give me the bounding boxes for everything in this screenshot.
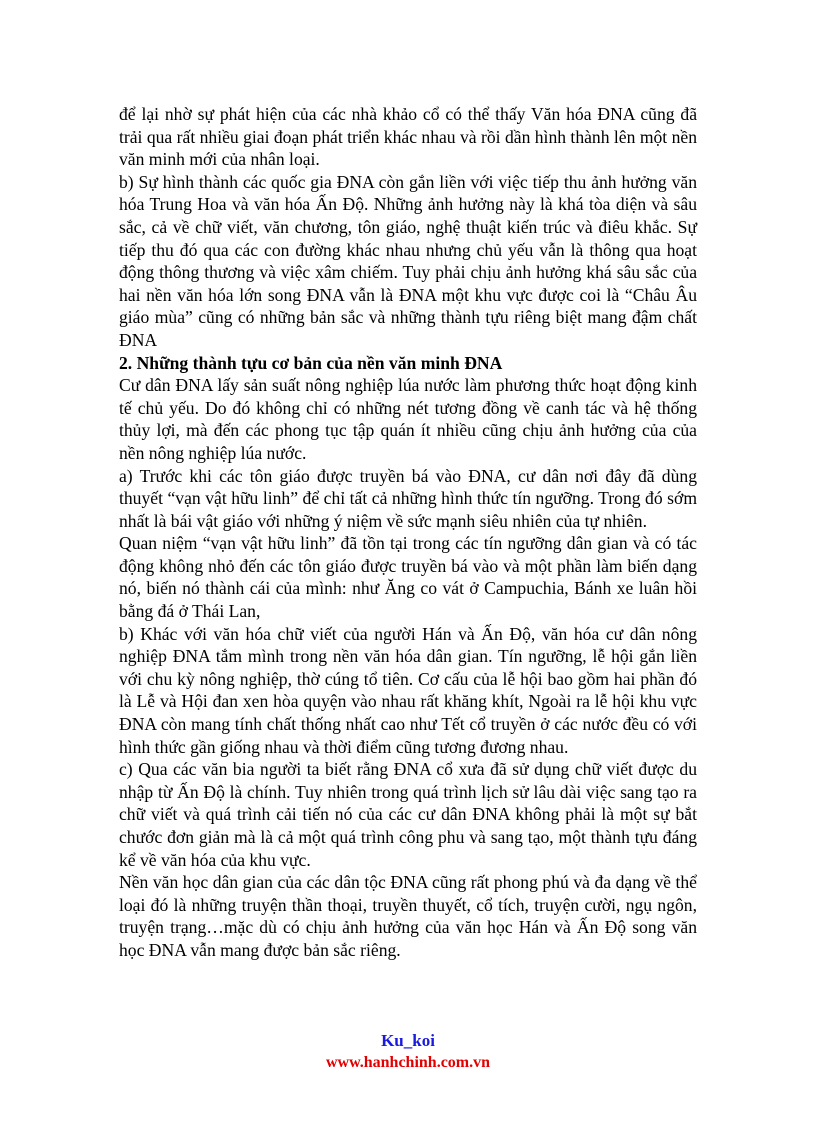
paragraph-cultural-influence: b) Sự hình thành các quốc gia ĐNA còn gắn liền với việc tiếp thu ảnh hưởng văn hóa Trung Hoa và văn hóa Ấn Độ. Những ảnh hưởng này là khá tòa diện và sâu sắc, cả về chữ viết, văn chương, tôn giáo, nghệ thuật kiến trúc và điêu khắc. Sự tiếp thu đó qua các con đường khác nhau nhưng chủ yếu vẫn là thông qua hoạt động thông thương và việc xâm chiếm. Tuy phải chịu ảnh hưởng khá sâu sắc của hai nền văn hóa lớn song ĐNA vẫn là ĐNA một khu vực được coi là “Châu Âu giáo mùa” cũng có những bản sắc và những thành tựu riêng biệt mang đậm chất ĐNA (119, 171, 697, 350)
paragraph-wet-rice-agriculture: Cư dân ĐNA lấy sản suất nông nghiệp lúa nước làm phương thức hoạt động kinh tế chủ yếu. Do đó không chỉ có những nét tương đồng về canh tác và hệ thống thủy lợi, mà đến các phong tục tập quán ít nhiều cũng chịu ảnh hưởng của của nền nông nghiệp lúa nước. (119, 375, 697, 463)
footer-website-link[interactable]: www.hanhchinh.com.vn (325, 1054, 491, 1071)
paragraph-animism-influence: Quan niệm “vạn vật hữu linh” đã tồn tại trong các tín ngưỡng dân gian và có tác động không nhỏ đến các tôn giáo được truyền bá vào và một phần làm biến dạng nó, biến nó thành cái của mình: như Ăng co vát ở Campuchia, Bánh xe luân hồi bằng đá ở Thái Lan, (119, 533, 697, 622)
paragraph-folk-literature: Nền văn học dân gian của các dân tộc ĐNA cũng rất phong phú và đa dạng về thể loại đó là những truyện thần thoại, truyền thuyết, cổ tích, truyện cười, ngụ ngôn, truyện trạng…mặc dù có chịu ảnh hưởng của văn học Hán và Ấn Độ song văn học ĐNA vẫn mang được bản sắc riêng. (119, 872, 697, 960)
footer-author: Ku_koi (381, 1031, 435, 1050)
section-heading-achievements: 2. Những thành tựu cơ bản của nền văn minh ĐNA (119, 352, 503, 373)
paragraph-animism: a) Trước khi các tôn giáo được truyền bá vào ĐNA, cư dân nơi đây đã dùng thuyết “vạn vật hữu linh” để chỉ tất cả những hình thức tín ngưỡng. Trong đó sớm nhất là bái vật giáo với những ý niệm về sức mạnh siêu nhiên của tự nhiên. (119, 465, 697, 531)
paragraph-folk-culture: b) Khác với văn hóa chữ viết của người Hán và Ấn Độ, văn hóa cư dân nông nghiệp ĐNA tắm mình trong nền văn hóa dân gian. Tín ngưỡng, lễ hội gắn liền với chu kỳ nông nghiệp, thờ cúng tổ tiên. Cơ cấu của lễ hội bao gồm hai phần đó là Lễ và Hội đan xen hòa quyện vào nhau rất khăng khít, Ngoài ra lễ hội khu vực ĐNA còn mang tính chất thống nhất cao như Tết cổ truyền ở các nước đều có với hình thức gần giống nhau và thời điểm cũng tương đương nhau. (119, 623, 697, 757)
paragraph-intro-continued: để lại nhờ sự phát hiện của các nhà khảo cổ có thể thấy Văn hóa ĐNA cũng đã trải qua rất nhiều giai đoạn phát triển khác nhau và rồi dần hình thành lên một nền văn minh mới của nhân loại. (119, 104, 697, 170)
paragraph-writing-system: c) Qua các văn bia người ta biết rằng ĐNA cổ xưa đã sử dụng chữ viết được du nhập từ Ấn Độ là chính. Tuy nhiên trong quá trình lịch sử lâu dài việc sang tạo ra chữ viết và quá trình cải tiến nó của các cư dân ĐNA không phải là một sự bắt chước đơn giản mà là cả một quá trình công phu và sang tạo, một thành tựu đáng kể về văn hóa của khu vực. (119, 759, 697, 870)
document-body (119, 103, 697, 962)
